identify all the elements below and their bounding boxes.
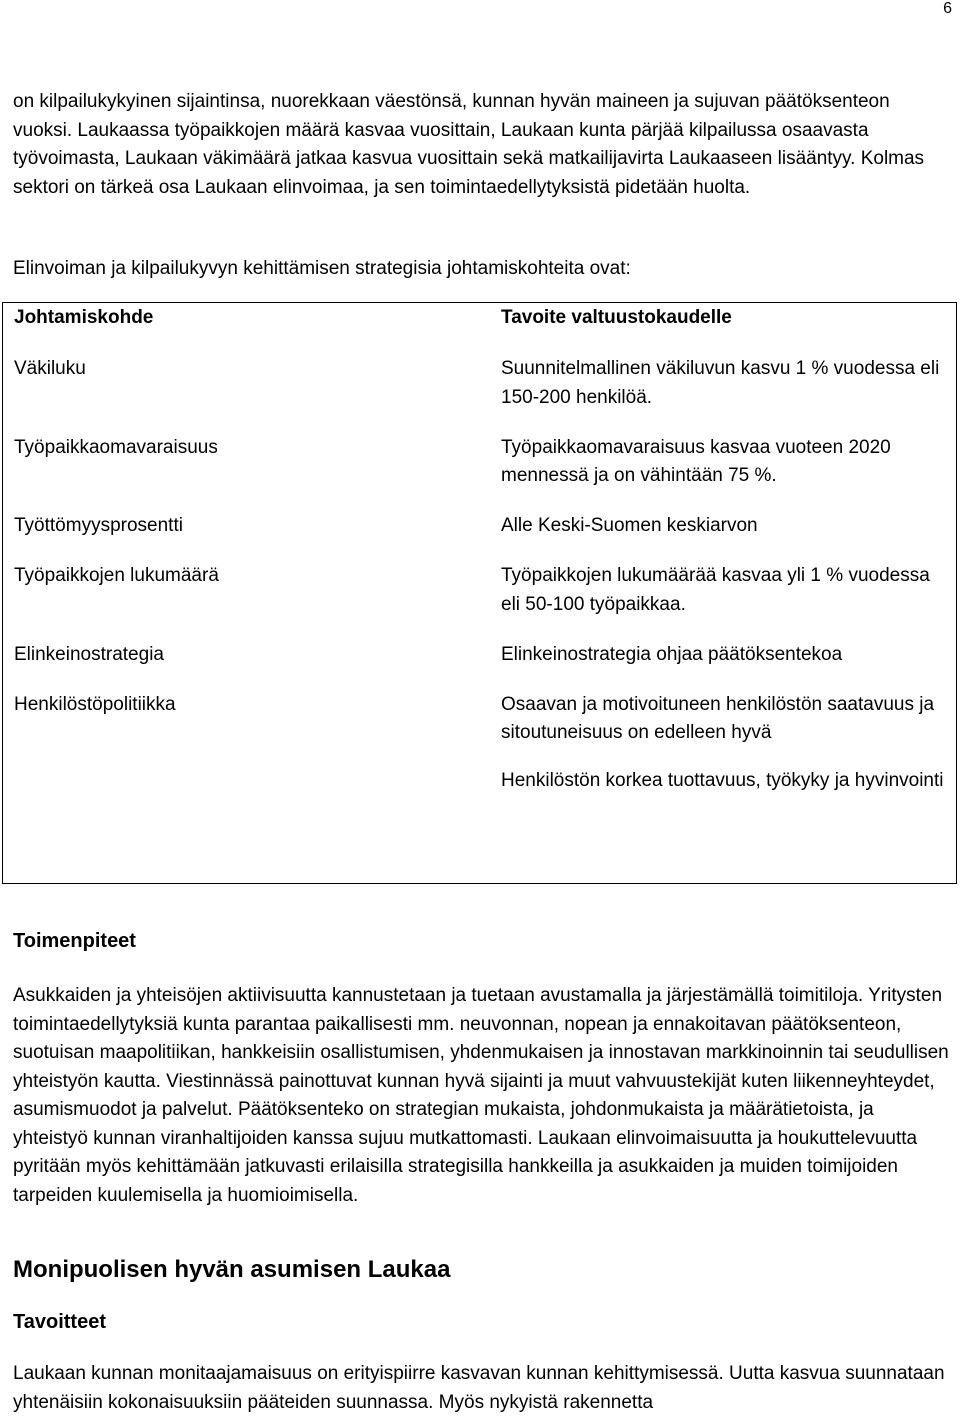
heading-toimenpiteet: Toimenpiteet — [13, 930, 136, 952]
cell-tavoite: Työpaikkaomavaraisuus kasvaa vuoteen 2020 mennessä ja on vähintään 75 %. — [501, 436, 891, 487]
header-johtamiskohde: Johtamiskohde — [14, 307, 154, 328]
table-row — [3, 434, 957, 513]
goal-text: Osaavan ja motivoituneen henkilöstön saatavuus ja sitoutuneisuus on edelleen hyvä — [501, 693, 935, 744]
cell-tavoite: Elinkeinostrategia ohjaa päätöksentekoa — [501, 643, 843, 665]
section-title: Monipuolisen hyvän asumisen Laukaa — [13, 1256, 451, 1283]
intro-paragraph: on kilpailukykyinen sijaintinsa, nuorekkaan väestönsä, kunnan hyvän maineen ja sujuvan päätöksenteon vuoksi. Laukaassa työpaikkojen määrä kasvaa vuosittain, Laukaan kunta pärjää kilpailussa osaavasta työvoimasta, Laukaan väkimäärä jatkaa kasvua vuosittain sekä matkailijavirta Laukaaseen lisääntyy. Kolmas sektori on tärkeä osa Laukaan elinvoimaa, ja sen toimintaedellytyksistä pidetään huolta. — [13, 91, 925, 198]
cell-kohde: Henkilöstöpolitiikka — [14, 693, 176, 715]
table-row — [3, 562, 957, 641]
cell-tavoite: Alle Keski-Suomen keskiarvon — [501, 515, 758, 537]
tavoitteet-paragraph: Laukaan kunnan monitaajamaisuus on erityispiirre kasvavan kunnan kehittymisessä. Uutta kasvua suunnataan yhtenäisiin kokonaisuuksiin pääteiden suunnassa. Myös nykyistä rakennetta — [13, 1363, 945, 1413]
header-tavoite: Tavoite valtuustokaudelle — [501, 307, 732, 328]
cell-kohde: Väkiluku — [14, 358, 86, 380]
table-intro: Elinvoiman ja kilpailukyvyn kehittämisen strategisia johtamiskohteita ovat: — [13, 258, 631, 279]
table-row — [3, 512, 957, 562]
heading-tavoitteet: Tavoitteet — [13, 1311, 106, 1333]
table-row — [3, 641, 957, 691]
table-row — [3, 691, 957, 884]
table-header-row — [3, 303, 957, 356]
cell-tavoite: Työpaikkojen lukumäärää kasvaa yli 1 % vuodessa eli 50-100 työpaikkaa. — [501, 565, 930, 615]
cell-kohde: Työpaikkaomavaraisuus — [14, 436, 218, 458]
page-number: 6 — [943, 0, 952, 17]
cell-tavoite: Suunnitelmallinen väkiluvun kasvu 1 % vuodessa eli 150-200 henkilöä. — [501, 358, 940, 408]
cell-kohde: Työttömyysprosentti — [14, 515, 183, 537]
goal-text: Henkilöstön korkea tuottavuus, työkyky ja hyvinvointi — [501, 769, 944, 791]
cell-kohde: Työpaikkojen lukumäärä — [14, 565, 219, 587]
cell-tavoite — [500, 691, 957, 884]
table-row — [3, 355, 957, 434]
cell-kohde: Elinkeinostrategia — [14, 643, 164, 665]
toimenpiteet-paragraph: Asukkaiden ja yhteisöjen aktiivisuutta kannustetaan ja tuetaan avustamalla ja järjestämällä toimitiloja. Yritysten toimintaedellytyksiä kunta parantaa paikallisesti mm. neuvonnan, nopean ja ennakoitavan päätöksenteon, suotuisan maapolitiikan, hankkeisiin osallistumisen, yhdenmukaisen ja innostavan markkinoinnin tai seudullisen yhteistyön kautta. Viestinnässä painottuvat kunnan hyvä sijainti ja muut vahvuustekijät kuten liikenneyhteydet, asumismuodot ja palvelut. Päätöksenteko on strategian mukaista, johdonmukaista ja määrätietoista, ja yhteistyö kunnan viranhaltijoiden kanssa sujuu mutkattomasti. Laukaan elinvoimaisuutta ja houkuttelevuutta pyritään myös kehittämään jatkuvasti erilaisilla strategisilla hankkeilla ja asukkaiden ja muiden toimijoiden tarpeiden kuulemisella ja huomioimisella. — [13, 985, 949, 1206]
strategy-table — [2, 302, 957, 884]
